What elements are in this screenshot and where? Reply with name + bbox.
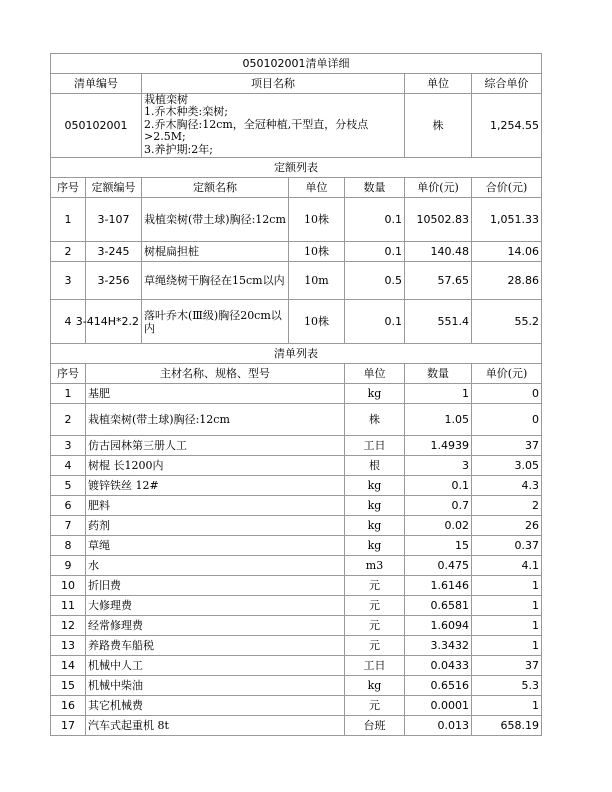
material-row bbox=[51, 696, 542, 716]
quota-unit: 10株 bbox=[289, 198, 345, 242]
material-price: 1 bbox=[472, 636, 542, 656]
material-no: 2 bbox=[51, 404, 86, 436]
material-no: 9 bbox=[51, 556, 86, 576]
material-no: 15 bbox=[51, 676, 86, 696]
material-name: 树棍 长1200内 bbox=[86, 456, 345, 476]
material-price: 5.3 bbox=[472, 676, 542, 696]
quota-no: 2 bbox=[51, 242, 86, 262]
quota-name: 落叶乔木(Ⅲ级)胸径20cm以内 bbox=[142, 300, 289, 344]
quota-unit: 10株 bbox=[289, 242, 345, 262]
material-qty: 1.6094 bbox=[405, 616, 472, 636]
bill-header-row bbox=[51, 74, 542, 94]
material-no: 4 bbox=[51, 456, 86, 476]
bill-price-header: 综合单价 bbox=[472, 74, 542, 94]
quota-row bbox=[51, 242, 542, 262]
quota-total: 28.86 bbox=[472, 262, 542, 300]
material-row bbox=[51, 716, 542, 736]
materials-header-no: 序号 bbox=[51, 364, 86, 384]
material-price: 37 bbox=[472, 656, 542, 676]
materials-header-unit: 单位 bbox=[345, 364, 405, 384]
material-no: 8 bbox=[51, 536, 86, 556]
material-row bbox=[51, 676, 542, 696]
quota-no: 3 bbox=[51, 262, 86, 300]
material-price: 1 bbox=[472, 596, 542, 616]
bill-name-header: 项目名称 bbox=[142, 74, 405, 94]
material-no: 6 bbox=[51, 496, 86, 516]
material-row bbox=[51, 656, 542, 676]
material-row bbox=[51, 616, 542, 636]
material-unit: 元 bbox=[345, 596, 405, 616]
material-qty: 0.013 bbox=[405, 716, 472, 736]
material-name: 基肥 bbox=[86, 384, 345, 404]
material-name: 折旧费 bbox=[86, 576, 345, 596]
material-unit: kg bbox=[345, 384, 405, 404]
material-price: 4.1 bbox=[472, 556, 542, 576]
quota-code: 3-245 bbox=[86, 242, 142, 262]
material-name: 机械中柴油 bbox=[86, 676, 345, 696]
material-price: 37 bbox=[472, 436, 542, 456]
material-price: 3.05 bbox=[472, 456, 542, 476]
materials-header-qty: 数量 bbox=[405, 364, 472, 384]
material-name: 其它机械费 bbox=[86, 696, 345, 716]
material-no: 3 bbox=[51, 436, 86, 456]
quota-qty: 0.1 bbox=[345, 198, 405, 242]
quota-header-name: 定额名称 bbox=[142, 178, 289, 198]
materials-header-price: 单价(元) bbox=[472, 364, 542, 384]
material-unit: 工日 bbox=[345, 436, 405, 456]
material-row bbox=[51, 456, 542, 476]
quota-header-price: 单价(元) bbox=[405, 178, 472, 198]
material-unit: kg bbox=[345, 536, 405, 556]
material-row bbox=[51, 576, 542, 596]
material-unit: m3 bbox=[345, 556, 405, 576]
material-qty: 1.6146 bbox=[405, 576, 472, 596]
quota-total: 1,051.33 bbox=[472, 198, 542, 242]
quota-name: 栽植栾树(带土球)胸径:12cm bbox=[142, 198, 289, 242]
material-name: 栽植栾树(带土球)胸径:12cm bbox=[86, 404, 345, 436]
material-qty: 1.05 bbox=[405, 404, 472, 436]
bill-detail-table bbox=[50, 53, 542, 736]
material-qty: 3 bbox=[405, 456, 472, 476]
quota-qty: 0.1 bbox=[345, 242, 405, 262]
material-row bbox=[51, 516, 542, 536]
material-qty: 15 bbox=[405, 536, 472, 556]
material-row bbox=[51, 496, 542, 516]
material-price: 1 bbox=[472, 616, 542, 636]
material-name: 药剂 bbox=[86, 516, 345, 536]
bill-name-line: 3.养护期:2年; bbox=[144, 142, 213, 156]
material-unit: 元 bbox=[345, 636, 405, 656]
material-row bbox=[51, 436, 542, 456]
quota-price: 57.65 bbox=[405, 262, 472, 300]
materials-header-name: 主材名称、规格、型号 bbox=[86, 364, 345, 384]
material-row bbox=[51, 476, 542, 496]
quota-header-code: 定额编号 bbox=[86, 178, 142, 198]
material-unit: kg bbox=[345, 676, 405, 696]
quota-header-total: 合价(元) bbox=[472, 178, 542, 198]
material-qty: 0.02 bbox=[405, 516, 472, 536]
material-no: 5 bbox=[51, 476, 86, 496]
material-name: 肥料 bbox=[86, 496, 345, 516]
material-price: 1 bbox=[472, 696, 542, 716]
material-qty: 0.7 bbox=[405, 496, 472, 516]
material-unit: 元 bbox=[345, 576, 405, 596]
material-row bbox=[51, 404, 542, 436]
material-price: 2 bbox=[472, 496, 542, 516]
material-no: 17 bbox=[51, 716, 86, 736]
quota-price: 140.48 bbox=[405, 242, 472, 262]
material-name: 草绳 bbox=[86, 536, 345, 556]
quota-section-title: 定额列表 bbox=[51, 158, 542, 178]
material-name: 水 bbox=[86, 556, 345, 576]
bill-name-line: >2.5M; bbox=[144, 130, 186, 144]
material-no: 13 bbox=[51, 636, 86, 656]
quota-total: 14.06 bbox=[472, 242, 542, 262]
quota-no: 1 bbox=[51, 198, 86, 242]
material-name: 大修理费 bbox=[86, 596, 345, 616]
quota-qty: 0.5 bbox=[345, 262, 405, 300]
quota-row bbox=[51, 198, 542, 242]
quota-qty: 0.1 bbox=[345, 300, 405, 344]
material-price: 1 bbox=[472, 576, 542, 596]
material-unit: kg bbox=[345, 476, 405, 496]
material-qty: 3.3432 bbox=[405, 636, 472, 656]
material-price: 4.3 bbox=[472, 476, 542, 496]
table-title: 050102001清单详细 bbox=[51, 54, 542, 74]
material-no: 10 bbox=[51, 576, 86, 596]
material-qty: 0.6581 bbox=[405, 596, 472, 616]
material-qty: 0.1 bbox=[405, 476, 472, 496]
material-price: 658.19 bbox=[472, 716, 542, 736]
bill-price: 1,254.55 bbox=[472, 94, 542, 158]
material-unit: kg bbox=[345, 516, 405, 536]
quota-total: 55.2 bbox=[472, 300, 542, 344]
quota-code: 3-256 bbox=[86, 262, 142, 300]
material-qty: 0.6516 bbox=[405, 676, 472, 696]
quota-row bbox=[51, 262, 542, 300]
material-no: 16 bbox=[51, 696, 86, 716]
material-name: 汽车式起重机 8t bbox=[86, 716, 345, 736]
quota-row bbox=[51, 300, 542, 344]
material-name: 机械中人工 bbox=[86, 656, 345, 676]
bill-name-line: 栽植栾树 bbox=[144, 93, 188, 106]
material-no: 12 bbox=[51, 616, 86, 636]
material-unit: 元 bbox=[345, 696, 405, 716]
material-no: 14 bbox=[51, 656, 86, 676]
quota-price: 551.4 bbox=[405, 300, 472, 344]
material-unit: kg bbox=[345, 496, 405, 516]
material-no: 11 bbox=[51, 596, 86, 616]
material-qty: 1 bbox=[405, 384, 472, 404]
material-name: 镀锌铁丝 12# bbox=[86, 476, 345, 496]
quota-price: 10502.83 bbox=[405, 198, 472, 242]
material-price: 26 bbox=[472, 516, 542, 536]
material-row bbox=[51, 384, 542, 404]
material-price: 0.37 bbox=[472, 536, 542, 556]
material-name: 经常修理费 bbox=[86, 616, 345, 636]
material-row bbox=[51, 556, 542, 576]
quota-header-row bbox=[51, 178, 542, 198]
bill-unit: 株 bbox=[405, 94, 472, 158]
quota-code: 3-107 bbox=[86, 198, 142, 242]
material-row bbox=[51, 536, 542, 556]
material-price: 0 bbox=[472, 384, 542, 404]
bill-row bbox=[51, 94, 542, 158]
material-price: 0 bbox=[472, 404, 542, 436]
quota-name: 草绳绕树干胸径在15cm以内 bbox=[142, 262, 289, 300]
material-row bbox=[51, 636, 542, 656]
quota-header-qty: 数量 bbox=[345, 178, 405, 198]
material-qty: 1.4939 bbox=[405, 436, 472, 456]
material-no: 1 bbox=[51, 384, 86, 404]
bill-name-line: 2.乔木胸径:12cm，全冠种植,干型直，分枝点 bbox=[144, 117, 369, 131]
bill-code-header: 清单编号 bbox=[51, 74, 142, 94]
material-name: 养路费车船税 bbox=[86, 636, 345, 656]
material-row bbox=[51, 596, 542, 616]
material-name: 仿古园林第三册人工 bbox=[86, 436, 345, 456]
materials-section-title: 清单列表 bbox=[51, 344, 542, 364]
material-unit: 台班 bbox=[345, 716, 405, 736]
materials-header-row bbox=[51, 364, 542, 384]
material-unit: 根 bbox=[345, 456, 405, 476]
material-unit: 元 bbox=[345, 616, 405, 636]
quota-code: 3-414H*2.2 bbox=[86, 300, 142, 344]
bill-unit-header: 单位 bbox=[405, 74, 472, 94]
quota-header-no: 序号 bbox=[51, 178, 86, 198]
material-qty: 0.0433 bbox=[405, 656, 472, 676]
material-qty: 0.0001 bbox=[405, 696, 472, 716]
bill-code: 050102001 bbox=[51, 94, 142, 158]
quota-unit: 10m bbox=[289, 262, 345, 300]
bill-name-line: 1.乔木种类:栾树; bbox=[144, 105, 228, 119]
quota-header-unit: 单位 bbox=[289, 178, 345, 198]
quota-unit: 10株 bbox=[289, 300, 345, 344]
material-qty: 0.475 bbox=[405, 556, 472, 576]
quota-name: 树棍扁担桩 bbox=[142, 242, 289, 262]
material-unit: 工日 bbox=[345, 656, 405, 676]
quota-no: 4 bbox=[51, 300, 86, 344]
material-no: 7 bbox=[51, 516, 86, 536]
material-unit: 株 bbox=[345, 404, 405, 436]
